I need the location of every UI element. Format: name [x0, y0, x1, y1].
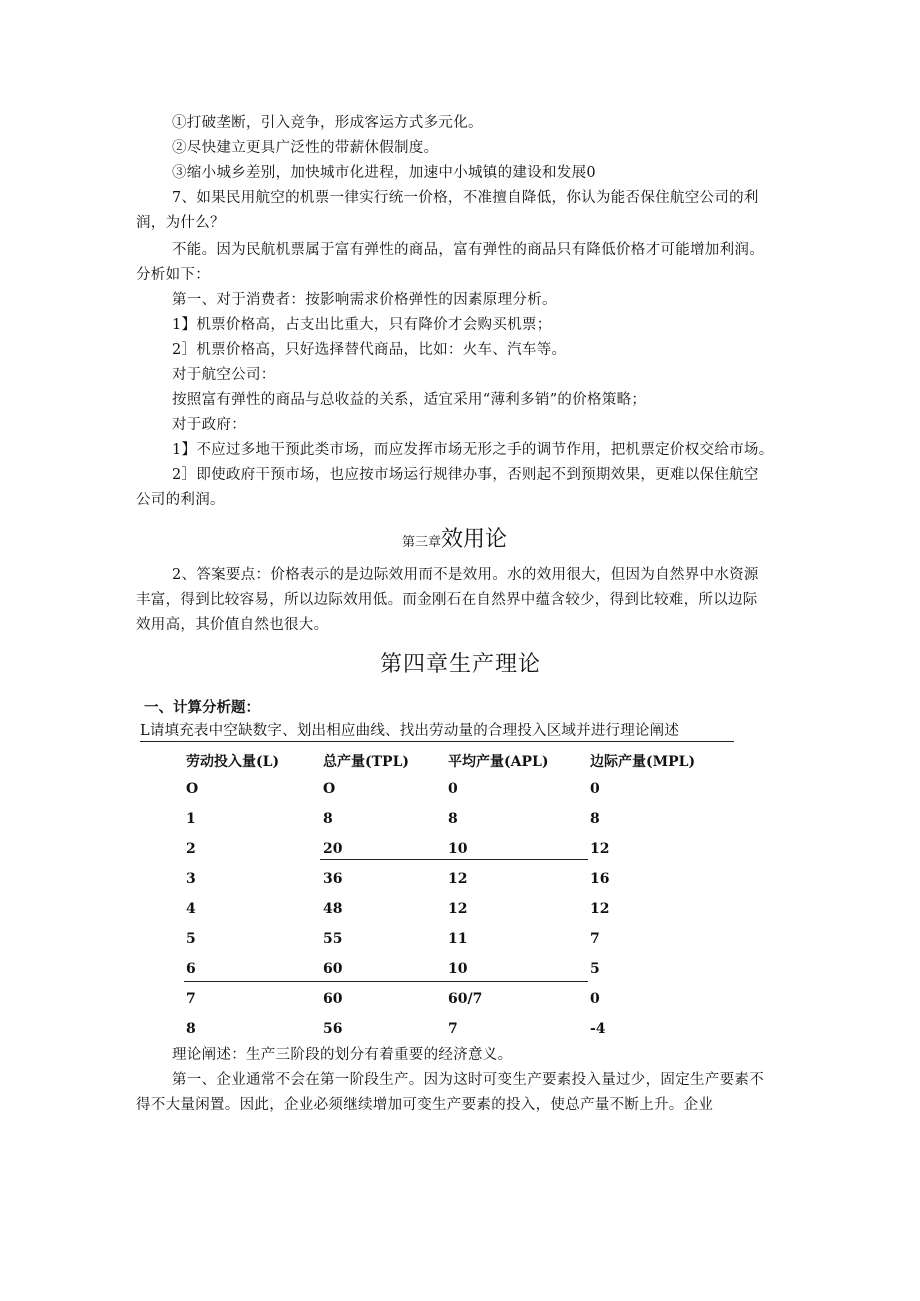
text-line: 2］机票价格高，只好选择替代商品，比如：火车、汽车等。 — [172, 342, 567, 358]
cell-tpl: 56 — [323, 1021, 343, 1037]
answer-line: 2、答案要点：价格表示的是边际效用而不是效用。水的效用很大，但因为自然界中水资源 — [172, 567, 759, 583]
text-line: 润，为什么？ — [136, 215, 225, 231]
cell-mpl: 0 — [590, 781, 600, 797]
cell-tpl: 60 — [323, 991, 343, 1007]
cell-l: 6 — [186, 961, 196, 977]
theory-line: 得不大量闲置。因此，企业必须继续增加可变生产要素的投入，使总产量不断上升。企业 — [136, 1097, 714, 1113]
cell-l: 3 — [186, 871, 196, 887]
theory-line: 理论阐述：生产三阶段的划分有着重要的经济意义。 — [172, 1047, 513, 1063]
cell-mpl: -4 — [590, 1021, 606, 1037]
cell-mpl: 7 — [590, 931, 600, 947]
chapter3-title: 效用论 — [441, 527, 508, 552]
cell-apl: 0 — [448, 781, 458, 797]
chapter3-prefix: 第三章 — [402, 535, 442, 550]
cell-l: 1 — [186, 811, 196, 827]
text-line: 不能。因为民航机票属于富有弹性的商品，富有弹性的商品只有降低价格才可能增加利润。 — [172, 242, 764, 258]
cell-tpl: O — [323, 781, 336, 797]
cell-apl: 10 — [448, 841, 468, 857]
cell-mpl: 16 — [590, 871, 610, 887]
chapter3-heading — [402, 522, 507, 553]
chapter4-title: 第四章生产理论 — [380, 652, 542, 677]
cell-l: 7 — [186, 991, 196, 1007]
cell-l: 4 — [186, 901, 196, 917]
cell-apl: 10 — [448, 961, 468, 977]
cell-mpl: 8 — [590, 811, 600, 827]
header-l: 劳动投入量(L) — [186, 754, 280, 770]
cell-mpl: 12 — [590, 901, 610, 917]
cell-tpl: 36 — [323, 871, 343, 887]
text-line: 1】不应过多地干预此类市场，而应发挥市场无形之手的调节作用，把机票定价权交给市场。 — [172, 442, 774, 458]
cell-tpl: 20 — [323, 841, 343, 857]
cell-apl: 60/7 — [448, 991, 483, 1007]
text-line: 1】机票价格高，占支出比重大，只有降价才会购买机票； — [172, 317, 552, 333]
task-statement: L请填充表中空缺数字、划出相应曲线、找出劳动量的合理投入区域并进行理论阐述 — [140, 719, 734, 742]
cell-tpl: 48 — [323, 901, 343, 917]
header-tpl: 总产量(TPL) — [323, 754, 410, 770]
cell-apl: 12 — [448, 871, 468, 887]
section-heading: 一、计算分析题： — [144, 700, 260, 716]
cell-l: 2 — [186, 841, 196, 857]
table-divider — [320, 859, 588, 860]
text-line: ②尽快建立更具广泛性的带薪休假制度。 — [172, 140, 439, 156]
table-divider — [184, 981, 588, 982]
theory-line: 第一、企业通常不会在第一阶段生产。因为这时可变生产要素投入量过少，固定生产要素不 — [172, 1072, 764, 1088]
header-mpl: 边际产量(MPL) — [590, 754, 696, 770]
cell-mpl: 0 — [590, 991, 600, 1007]
text-line: ①打破垄断，引入竞争，形成客运方式多元化。 — [172, 115, 483, 131]
cell-mpl: 12 — [590, 841, 610, 857]
cell-mpl: 5 — [590, 961, 600, 977]
text-line: 第一、对于消费者：按影响需求价格弹性的因素原理分析。 — [172, 292, 557, 308]
answer-line: 效用高，其价值自然也很大。 — [136, 617, 329, 633]
cell-l: 5 — [186, 931, 196, 947]
cell-tpl: 60 — [323, 961, 343, 977]
text-line: 2］即使政府干预市场，也应按市场运行规律办事，否则起不到预期效果，更难以保住航空 — [172, 467, 759, 483]
text-line: ③缩小城乡差别，加快城市化进程，加速中小城镇的建设和发展0 — [172, 165, 596, 181]
answer-line: 丰富，得到比较容易，所以边际效用低。而金刚石在自然界中蕴含较少，得到比较难，所以边际 — [136, 592, 758, 608]
cell-l: O — [186, 781, 199, 797]
header-apl: 平均产量(APL) — [448, 754, 549, 770]
cell-apl: 7 — [448, 1021, 458, 1037]
text-line: 对于航空公司： — [172, 367, 276, 383]
cell-apl: 8 — [448, 811, 458, 827]
text-line: 对于政府： — [172, 417, 246, 433]
cell-tpl: 55 — [323, 931, 343, 947]
text-line: 按照富有弹性的商品与总收益的关系，适宜采用“薄利多销”的价格策略； — [172, 392, 647, 408]
cell-apl: 12 — [448, 901, 468, 917]
question-7: 7、如果民用航空的机票一律实行统一价格，不准擅自降低，你认为能否保住航空公司的利 — [172, 190, 759, 206]
cell-tpl: 8 — [323, 811, 333, 827]
cell-l: 8 — [186, 1021, 196, 1037]
text-line: 分析如下： — [136, 267, 210, 283]
text-line: 公司的利润。 — [136, 492, 225, 508]
cell-apl: 11 — [448, 931, 468, 947]
